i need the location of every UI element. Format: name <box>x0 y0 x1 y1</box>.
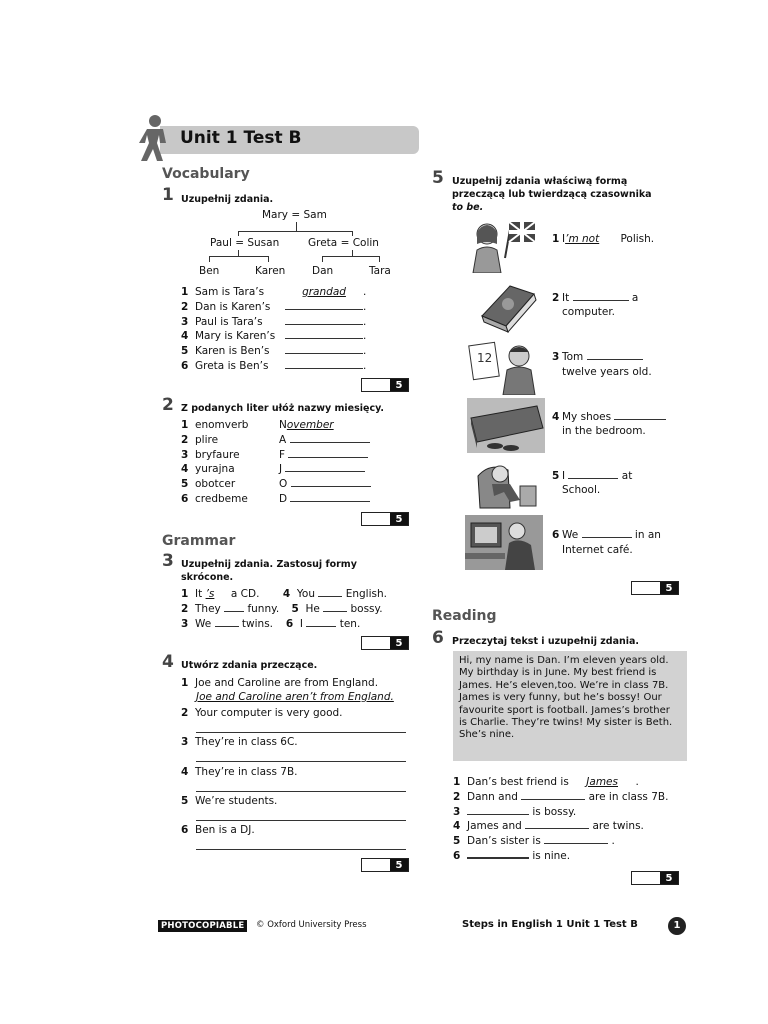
task-instruction: Przeczytaj tekst i uzupełnij zdania. <box>452 636 640 647</box>
list-item: 3 Paul is Tara’s . <box>181 315 367 328</box>
answer-field[interactable] <box>587 350 643 360</box>
answer-field[interactable] <box>467 805 529 815</box>
list-item: 4 Mary is Karen’s . <box>181 330 367 343</box>
list-item: 4 yurajna J <box>181 462 371 477</box>
answer-field[interactable] <box>568 469 618 479</box>
score-box[interactable]: 5 <box>361 636 409 650</box>
list-item: 6 We in an <box>552 529 661 541</box>
list-item: 6 Greta is Ben’s . <box>181 359 367 372</box>
task-instruction: Z podanych liter ułóż nazwy miesięcy. <box>181 403 385 414</box>
answer-field[interactable]: ’s <box>205 588 215 600</box>
list-item: 1 Sam is Tara’s grandad . <box>181 286 367 298</box>
girl-with-flag-illustration <box>467 218 545 273</box>
list-item: 5 We’re students. <box>181 795 278 807</box>
list-item: 2 Dan is Karen’s . <box>181 300 367 313</box>
list-item: 2 They funny. 5 He bossy. <box>181 602 383 615</box>
list-item: 5 I at <box>552 470 633 482</box>
tree-grandparents: Mary = Sam <box>262 209 327 221</box>
list-item: 6 credbeme D <box>181 492 371 507</box>
list-item-continuation: in the bedroom. <box>562 425 646 437</box>
tree-right-couple: Greta = Colin <box>308 237 379 249</box>
task-instruction: Uzupełnij zdania właściwą formą przeczącą lub twierdzącą czasownika to be. <box>452 176 652 213</box>
answer-field[interactable]: James <box>586 776 618 788</box>
score-box[interactable]: 5 <box>631 581 679 595</box>
list-item: 4 My shoes <box>552 410 666 424</box>
answer-field[interactable]: Joe and Caroline aren’t from England. <box>196 691 394 703</box>
list-item: 1 enomverb November <box>181 418 371 433</box>
tree-child: Dan <box>312 265 334 277</box>
task-instruction: Utwórz zdania przeczące. <box>181 660 318 671</box>
answer-field[interactable] <box>288 448 368 458</box>
list-item: 4 James and are twins. <box>453 820 644 833</box>
internet-cafe-illustration <box>465 515 543 570</box>
task-number: 4 <box>162 652 174 672</box>
tree-left-couple: Paul = Susan <box>210 237 280 249</box>
answer-field[interactable]: grandad <box>302 286 346 298</box>
answer-field[interactable] <box>290 492 370 502</box>
task1-list <box>181 285 366 374</box>
answer-field[interactable] <box>525 819 589 829</box>
answer-field[interactable] <box>323 602 347 612</box>
list-item: 5 obotcer O <box>181 477 371 492</box>
answer-field[interactable] <box>582 528 632 538</box>
list-item: 1 Joe and Caroline are from England. <box>181 677 379 689</box>
list-item-continuation: School. <box>562 484 601 496</box>
copyright-text: © Oxford University Press <box>256 920 367 930</box>
section-grammar: Grammar <box>162 533 236 549</box>
list-item: 2 plire A <box>181 433 371 448</box>
answer-field[interactable] <box>318 587 342 597</box>
list-item: 1 I’m not Polish. <box>552 233 655 245</box>
page-number: 1 <box>668 917 686 935</box>
task-number: 3 <box>162 551 174 571</box>
tree-child: Tara <box>369 265 391 277</box>
answer-field[interactable] <box>285 315 363 325</box>
bed-with-shoes-illustration <box>467 398 545 453</box>
score-box[interactable]: 5 <box>361 378 409 392</box>
answer-field[interactable] <box>573 291 629 301</box>
score-box[interactable]: 5 <box>361 512 409 526</box>
list-item: 2 Dann and are in class 7B. <box>453 790 669 803</box>
answer-field[interactable] <box>224 602 244 612</box>
page-title: Unit 1 Test B <box>180 128 302 148</box>
section-vocabulary: Vocabulary <box>162 166 250 182</box>
answer-field[interactable] <box>521 790 585 800</box>
tree-child: Karen <box>255 265 286 277</box>
list-item: 6 Ben is a DJ. <box>181 824 255 836</box>
answer-field[interactable] <box>614 410 666 420</box>
task-number: 1 <box>162 185 174 205</box>
answer-field[interactable] <box>306 617 336 627</box>
section-reading: Reading <box>432 608 497 624</box>
list-item: 5 Dan’s sister is . <box>453 835 615 848</box>
list-item: 1 Dan’s best friend is James . <box>453 776 639 788</box>
list-item: 3 is bossy. <box>453 805 577 818</box>
answer-field[interactable] <box>285 344 363 354</box>
list-item: 3 We twins. 6 I ten. <box>181 617 361 630</box>
answer-field[interactable] <box>285 300 363 310</box>
answer-field[interactable] <box>285 359 363 369</box>
series-label: Steps in English 1 Unit 1 Test B <box>462 919 638 930</box>
answer-line[interactable] <box>196 791 406 792</box>
score-box[interactable]: 5 <box>631 871 679 885</box>
boy-with-birthday-card-illustration <box>467 340 545 395</box>
answer-field[interactable] <box>285 462 365 472</box>
answer-field[interactable] <box>544 834 608 844</box>
answer-field[interactable] <box>290 433 370 443</box>
answer-line[interactable] <box>196 849 406 850</box>
list-item: 6 is nine. <box>453 849 571 862</box>
task-number: 6 <box>432 628 444 648</box>
stick-figure-icon <box>133 113 179 165</box>
task-number: 2 <box>162 395 174 415</box>
answer-line[interactable] <box>196 732 406 733</box>
list-item: 2 Your computer is very good. <box>181 707 343 719</box>
reading-text: Hi, my name is Dan. I’m eleven years old. My birthday is in June. My best friend is James. He’s eleven,too. We’re in class 7B. James is very funny, but he’s bossy! Our favourite sport is football. James’s brother is Charlie. They’re twins! My sister is Beth. She’s nine. <box>453 651 687 761</box>
task-number: 5 <box>432 168 444 188</box>
list-item: 2 It a <box>552 292 639 304</box>
list-item: 3 They’re in class 6C. <box>181 736 298 748</box>
list-item-continuation: twelve years old. <box>562 366 652 378</box>
list-item: 3 Tom <box>552 350 643 364</box>
task2-list <box>181 418 371 507</box>
tree-child: Ben <box>199 265 220 277</box>
list-item-continuation: computer. <box>562 306 616 318</box>
answer-field[interactable] <box>467 849 529 859</box>
photocopiable-badge: PHOTOCOPIABLE <box>158 920 247 932</box>
list-item: 3 bryfaure F <box>181 448 371 463</box>
task6-list <box>453 775 668 864</box>
list-item: 5 Karen is Ben’s . <box>181 345 367 358</box>
task-instruction: Uzupełnij zdania. <box>181 194 274 205</box>
boy-in-armchair-illustration <box>470 456 548 511</box>
score-box[interactable]: 5 <box>361 858 409 872</box>
list-item: 4 They’re in class 7B. <box>181 766 298 778</box>
list-item-continuation: Internet café. <box>562 544 633 556</box>
answer-field[interactable]: ’m not <box>565 233 600 245</box>
task-instruction: Uzupełnij zdania. Zastosuj formy skrócone. <box>181 559 357 583</box>
answer-line[interactable] <box>196 820 406 821</box>
answer-line[interactable] <box>196 761 406 762</box>
book-illustration <box>476 280 554 335</box>
answer-field[interactable] <box>285 329 363 339</box>
list-item: 1 It ’s a CD. 4 You English. <box>181 588 387 600</box>
answer-field[interactable]: ovember <box>286 419 334 431</box>
answer-field[interactable] <box>215 617 239 627</box>
svg-text:12: 12 <box>477 351 493 365</box>
answer-field[interactable] <box>291 477 371 487</box>
task3-list <box>181 587 387 631</box>
